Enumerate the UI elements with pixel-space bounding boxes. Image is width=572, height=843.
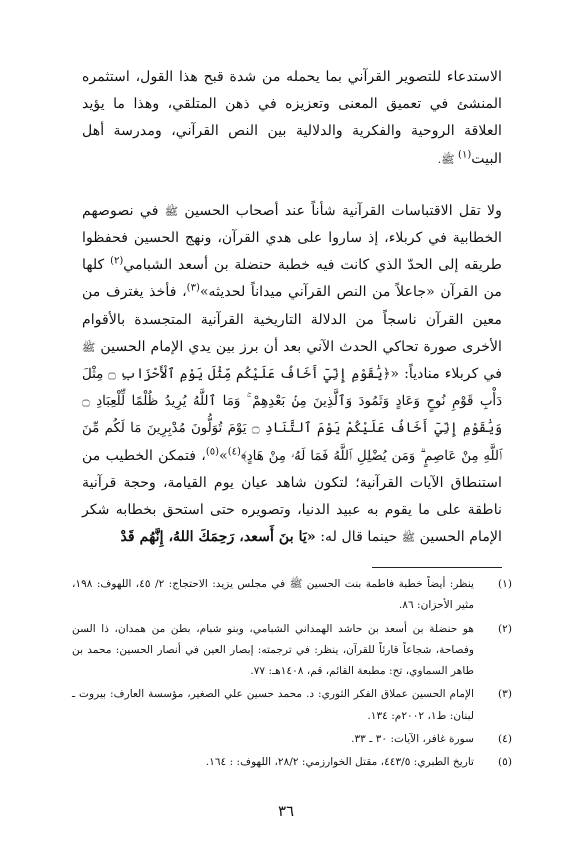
- footnote-text: هو حنضلة بن أسعد بن حاشد الهمداني الشبامي، وبنو شبام، بطن من همدان، ذا السن وفصاحة، شجاعاً قارئاً للقرآن، ينظر: في ترجمته: إبصار العين في أنصار الحسين: محمد بن طاهر السماوي، تح: مطبعة القائم، قم، ١٤٠٨هـ: ٧٧.: [72, 622, 474, 678]
- footnote-text: تاريخ الطبري: ٤٤٣/٥، مقتل الخوارزمي: ٢٨/٢، اللهوف: : ١٦٤.: [205, 756, 474, 769]
- footnote-number: (١): [498, 578, 512, 590]
- paragraph-2-text-e: ، فتمكن الخطيب من استنطاق الآيات القرآنية؛ لتكون شاهد عيان يوم القيامة، وحجة قرآنية ناطقة على ما يقوم به عبيد الدنيا، وتصويره حتى استحق بخطابه شكر الإمام الحسين: [82, 447, 502, 546]
- footnote: [72, 752, 512, 773]
- footnote-text: سورة غافر، الآيات: ٣٠ ـ ٣٣.: [351, 733, 474, 746]
- paragraph-2: [82, 198, 502, 552]
- footnote: [72, 729, 512, 750]
- footnote: [72, 684, 512, 727]
- footnote: [72, 574, 512, 617]
- main-text: [82, 64, 502, 551]
- page-number: ٣٦: [277, 802, 295, 820]
- paragraph-2-text-f: حينما قال له:: [315, 529, 402, 546]
- paragraph-2-text-c: ، فأخذ يغترف من معين القرآن ناسجاً من الدلالة التاريخية القرآنية المتجسدة بالأقوام الأخرى صورة تحاكي الحدث الآني بعد أن برز بين يدي الإمام الحسين: [82, 284, 502, 355]
- paragraph-2-text-d: في كربلاء منادياً: «: [390, 366, 503, 383]
- paragraph-2-text-a: ولا تقل الاقتباسات القرآنية شأناً عند أصحاب الحسين: [178, 202, 502, 219]
- quran-verse: ﴿يَٰقَوْمِ إِنِّيٓ أَخَافُ عَلَيْكُم مِّثْلَ يَوْمِ ٱلْأَحْزَابِ ۝ مِثْلَ دَأْبِ قَوْمِ نُوحٍ وَعَادٍ وَثَمُودَ وَٱلَّذِينَ مِنۢ بَعْدِهِمْ ۚ وَمَا ٱللَّهُ يُرِيدُ ظُلْمًا لِّلْعِبَادِ ۝ وَيَٰقَوْمِ إِنِّيٓ أَخَافُ عَلَيْكُمْ يَوْمَ ٱلتَّنَادِ ۝ يَوْمَ تُوَلُّونَ مُدْبِرِينَ مَا لَكُم مِّنَ ٱللَّهِ مِنْ عَاصِمٍ ۗ وَمَن يُضْلِلِ ٱللَّهُ فَمَا لَهُۥ مِنْ هَادٍ﴾: [82, 367, 503, 464]
- footnote-text: الإمام الحسين عملاق الفكر الثوري: د. محمد حسين علي الصغير، مؤسسة العارف: بيروت ـ لبنان: ط١، ٢٠٠٢م: ١٣٤.: [72, 688, 474, 722]
- paragraph-1: [82, 64, 502, 173]
- quotation: كلها من القرآن «جاعلاً من النص القرآني ميداناً لحديثه»: [82, 257, 502, 301]
- honorific-glyph: ﷺ: [401, 531, 416, 545]
- footnote-marker-3[interactable]: (٣): [186, 282, 200, 294]
- footnotes: [72, 574, 512, 776]
- footnote-marker-4[interactable]: (٤): [227, 445, 241, 457]
- honorific-glyph: ﷺ: [82, 340, 96, 354]
- footnote-marker-1[interactable]: (١): [458, 148, 472, 160]
- footnote-marker-2[interactable]: (٢): [110, 255, 124, 267]
- quotation-bold: «يَا بنَ أَسعد، رَحِمَكَ اللهُ، إِنَّهُم قَدْ: [120, 529, 316, 546]
- footnote-number: (٥): [498, 756, 512, 769]
- footnote-marker-5[interactable]: (٥): [205, 445, 219, 457]
- footnote: [72, 619, 512, 683]
- footnote-number: (٣): [498, 688, 512, 701]
- paragraph-2-text-b: في نصوصهم الخطابية في كربلاء، إذ ساروا على هدي القرآن، ونهج الحسين فحفظوا طريقه إلى الحدّ الذي كانت فيه خطبة حنضلة بن أسعد الشبامي: [82, 202, 503, 274]
- honorific-glyph: ﷺ: [164, 204, 179, 218]
- footnote-number: (٢): [498, 622, 512, 635]
- honorific-glyph: ﷺ.: [437, 152, 459, 166]
- footnote-divider: [372, 567, 502, 568]
- paragraph-1-text: الاستدعاء للتصوير القرآني بما يحمله من شدة قبح هذا القول، استثمره المنشئ في تعميق المعنى وتعزيزه في ذهن المتلقي، وهذا ما يؤيد العلاقة الروحية والفكرية والدلالية بين النص القرآني، ومدرسة أهل البيت: [82, 69, 502, 167]
- quote-close: »: [219, 447, 228, 464]
- footnote-text: ينظر: أيضاً خطبة فاطمة بنت الحسين ﷺ في مجلس يزيد: الاحتجاج: ٢/ ٤٥، اللهوف: ١٩٨، مثير الأحزان: ٨٦.: [72, 578, 474, 612]
- footnote-number: (٤): [498, 733, 512, 746]
